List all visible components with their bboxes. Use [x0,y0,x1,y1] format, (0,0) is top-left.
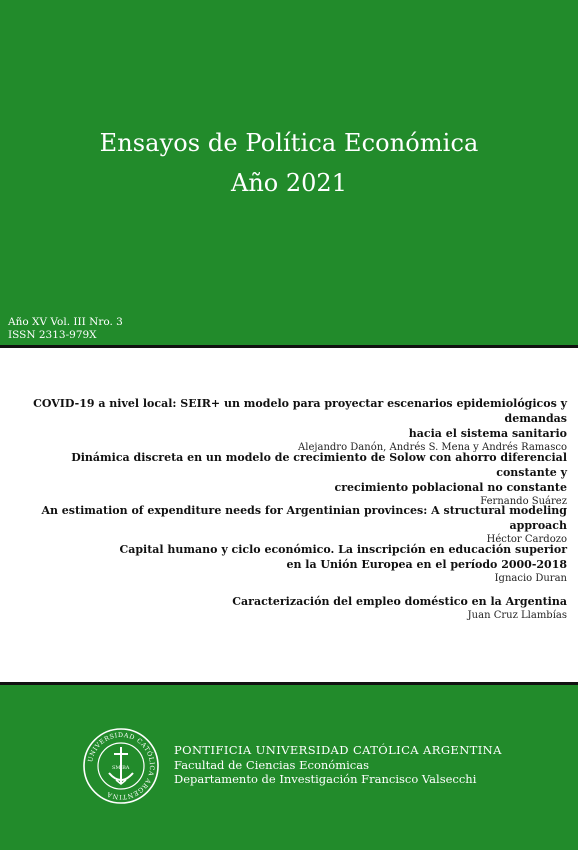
article-title [7,396,567,441]
article-authors: Alejandro Danón, Andrés S. Mena y Andrés Ramasco [298,442,567,453]
article-title-line: en la Unión Europea en el período 2000-2018 [286,558,567,571]
article-authors: Juan Cruz Llambías [467,610,567,621]
issue-info [8,316,123,342]
article-title-line: crecimiento poblacional no constante [334,481,567,494]
cover-footer [0,685,578,850]
article-authors: Ignacio Duran [494,573,567,584]
cover-header [0,0,578,345]
article-title [7,542,567,572]
issn: ISSN 2313-979X [8,329,97,341]
article-title [7,594,567,609]
department-name: Departamento de Investigación Francisco Valsecchi [174,772,477,786]
journal-title: Ensayos de Política Económica [99,129,479,157]
article-title [7,503,567,533]
article-3 [7,503,567,547]
publisher-info [174,743,502,787]
article-authors: Héctor Cardozo [486,534,567,545]
faculty-name: Facultad de Ciencias Económicas [174,757,369,772]
seal-motto: SM BA [112,765,130,771]
article-title-line: Capital humano y ciclo económico. La inscripción en educación superior [119,543,567,556]
article-4 [7,542,567,586]
journal-year: Año 2021 [231,169,347,197]
seal-text: UNIVERSIDAD CATÓLICA ARGENTINA [87,731,156,801]
article-2 [7,450,567,509]
article-5 [7,594,567,623]
article-title-line: An estimation of expenditure needs for Argentinian provinces: A structural modeling approach [41,504,567,532]
article-authors: Fernando Suárez [480,496,567,507]
issue-number: Año XV Vol. III Nro. 3 [8,316,123,328]
article-title-line: Dinámica discreta en un modelo de crecimiento de Solow con ahorro diferencial constante y [71,451,567,479]
article-1 [7,396,567,455]
article-title [7,450,567,495]
article-title-line: COVID-19 a nivel local: SEIR+ un modelo para proyectar escenarios epidemiológicos y demandas [33,397,567,425]
article-title-line: Caracterización del empleo doméstico en la Argentina [232,595,567,608]
article-title-line: hacia el sistema sanitario [408,427,567,440]
university-name: PONTIFICIA UNIVERSIDAD CATÓLICA ARGENTINA [174,743,502,757]
university-seal-icon [82,727,160,805]
top-divider [0,345,578,348]
